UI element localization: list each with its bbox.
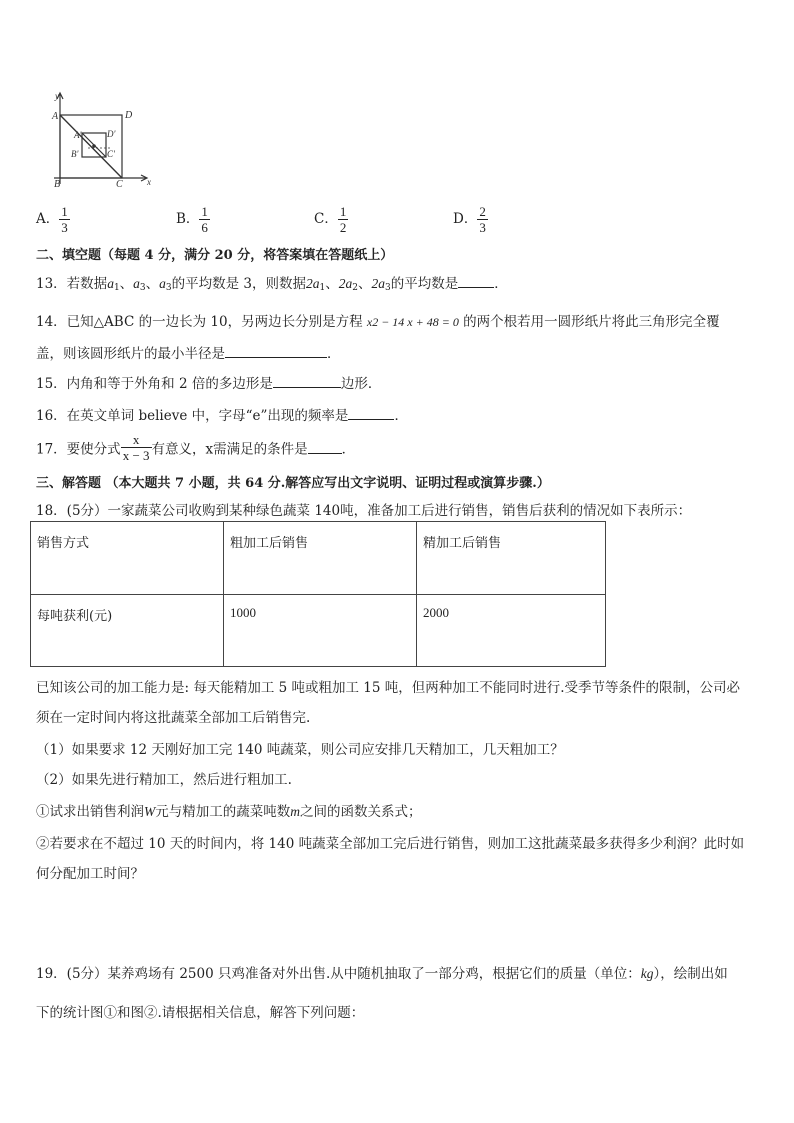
option-d <box>453 204 488 235</box>
option-b-label: B． <box>176 211 200 227</box>
label-B: B <box>54 179 61 190</box>
option-d-fraction: $\frac{2}{3}$ <box>479 204 486 235</box>
option-c <box>314 204 348 235</box>
answer-blank-14[interactable] <box>225 345 327 358</box>
question-16: 16．在英文单词 believe 中，字母“e”出现的频率是 ． <box>36 408 408 424</box>
option-c-label: C． <box>314 211 338 227</box>
table-cell: 2000 <box>417 595 606 667</box>
table-row <box>31 595 606 667</box>
q18-sub-4: ②若要求在不超过 10 天的时间内，将 140 吨蔬菜全部加工完后进行销售，则加工这批蔬菜最多获得多少利润？此时如 <box>36 836 745 852</box>
answer-blank-13[interactable] <box>458 275 494 288</box>
question-14-line-2: 盖，则该圆形纸片的最小半径是 ． <box>36 346 341 362</box>
question-19-line-2: 下的统计图①和图②.请根据相关信息，解答下列问题： <box>36 1005 365 1021</box>
label-D1: D' <box>107 129 116 139</box>
diagonal-ac <box>60 115 122 178</box>
label-B1: B' <box>71 149 79 159</box>
table-header-cell: 粗加工后销售 <box>224 522 417 595</box>
geometry-figure <box>44 88 156 190</box>
table-row <box>31 522 606 595</box>
label-C1: C' <box>107 149 115 159</box>
q18-sub-5: 何分配加工时间？ <box>36 866 144 882</box>
option-b-fraction: $\frac{1}{6}$ <box>201 204 208 235</box>
answer-blank-17[interactable] <box>308 441 342 454</box>
option-b <box>176 204 210 235</box>
table-cell: 1000 <box>224 595 417 667</box>
label-x: x <box>147 177 151 187</box>
section-3-title: 三、解答题 （本大题共 7 小题，共 64 分.解答应写出文字说明、证明过程或演算步骤.） <box>36 476 550 491</box>
label-A1: A' <box>74 130 82 140</box>
option-d-label: D． <box>453 211 478 227</box>
q18-sub-1: （1）如果要求 12 天刚好加工完 140 吨蔬菜，则公司应安排几天精加工，几天粗加工？ <box>36 742 564 758</box>
section-2-title: 二、填空题（每题 4 分，满分 20 分，将答案填在答题纸上） <box>36 248 394 263</box>
question-17: 17．要使分式 $\frac{x}{x - 3}$ 有意义，x需满足的条件是 ． <box>36 432 356 463</box>
answer-blank-15[interactable] <box>273 375 341 388</box>
answer-blank-16[interactable] <box>348 407 394 420</box>
table-cell: 每吨获利(元) <box>31 595 224 667</box>
question-19-line-1: 19．(5分）某养鸡场有 2500 只鸡准备对外出售.从中随机抽取了一部分鸡，根据它们的质量（单位：kg），绘制出如 <box>36 966 728 982</box>
table-header-cell: 精加工后销售 <box>417 522 606 595</box>
q18-sub-2: （2）如果先进行精加工，然后进行粗加工. <box>36 772 292 788</box>
profit-table <box>30 521 606 667</box>
option-a <box>36 204 70 235</box>
q17-fraction: $\frac{x}{x - 3}$ <box>122 432 150 463</box>
question-13: 13．若数据$a_1$、$a_3$、$a_3$的平均数是 3，则数据$2a_1$、$2a_2$、$2a_3$的平均数是 ． <box>36 276 508 293</box>
label-D: D <box>125 110 133 121</box>
option-a-label: A． <box>36 211 60 227</box>
option-a-fraction: $\frac{1}{3}$ <box>61 204 68 235</box>
q18-paragraph-2: 须在一定时间内将这批蔬菜全部加工后销售完. <box>36 710 311 726</box>
label-A: A <box>52 111 59 122</box>
q18-paragraph-1: 已知该公司的加工能力是: 每天能精加工 5 吨或粗加工 15 吨，但两种加工不能同时进行.受季节等条件的限制，公司必 <box>36 680 741 696</box>
label-y: y <box>55 91 59 101</box>
label-C: C <box>116 179 123 190</box>
question-14-line-1: 14．已知△ABC 的一边长为 10，另两边长分别是方程 x2 − 14 x + 48 = 0 的两个根若用一圆形纸片将此三角形完全覆 <box>36 314 720 330</box>
table-header-cell: 销售方式 <box>31 522 224 595</box>
question-18-intro: 18．(5分）一家蔬菜公司收购到某种绿色蔬菜 140吨，准备加工后进行销售，销售后获利的情况如下表所示： <box>36 503 692 519</box>
equation: x2 − 14 x + 48 = 0 <box>366 315 459 329</box>
option-c-fraction: $\frac{1}{2}$ <box>339 204 347 235</box>
q18-sub-3: ①试求出销售利润W元与精加工的蔬菜吨数m之间的函数关系式； <box>36 804 422 820</box>
center-dot <box>92 144 96 148</box>
question-15: 15．内角和等于外角和 2 倍的多边形是 边形． <box>36 376 382 392</box>
